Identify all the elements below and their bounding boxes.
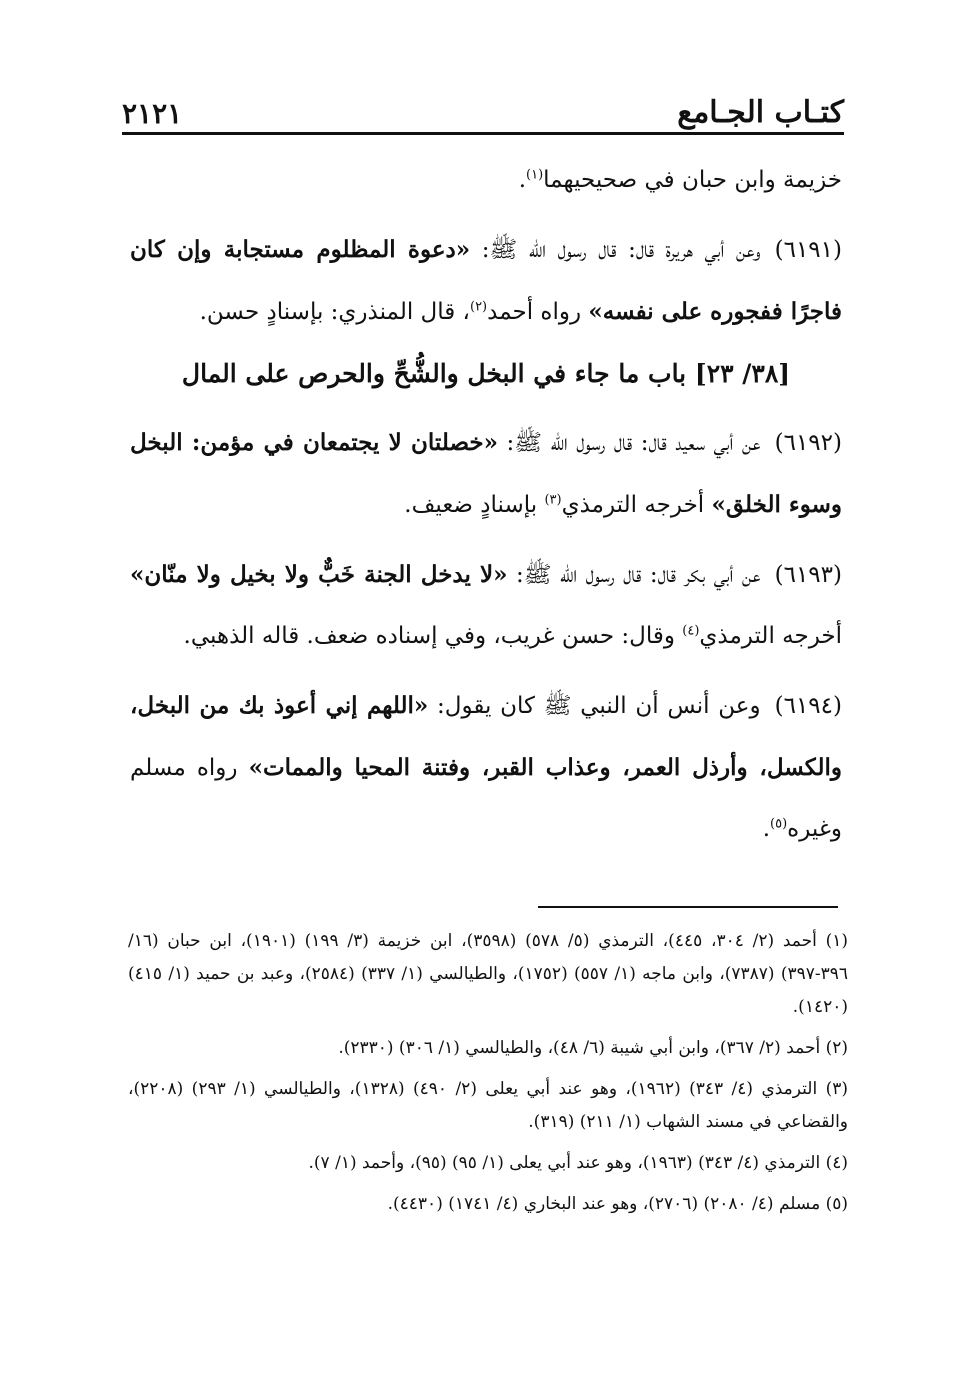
footnote-divider — [538, 906, 838, 908]
hadith-6191 — [130, 219, 842, 343]
footnote-ref-3: (٣) — [544, 492, 562, 508]
hadith-intro: عن أبي سعيد قال: قال رسول الله ﷺ: — [498, 430, 761, 456]
hadith-number: (٦١٩٤) — [774, 693, 842, 719]
footnote-2: (٢) أحمد (٢/ ٣٦٧)، وابن أبي شيبة (٦/ ٤٨)، والطيالسي (١/ ٣٠٦) (٢٣٣٠). — [338, 1038, 848, 1058]
hadith-number: (٦١٩٢) — [774, 430, 842, 456]
paragraph-end: . — [518, 167, 527, 193]
footnote-4: (٤) الترمذي (٤/ ٣٤٣) (١٩٦٣)، وهو عند أبي يعلى (١/ ٩٥) (٩٥)، وأحمد (١/ ٧). — [308, 1153, 848, 1173]
hadith-grading: وقال: حسن غريب، وفي إسناده ضعف. قاله الذهبي. — [183, 623, 683, 649]
footnote-ref-1: (١) — [526, 167, 544, 183]
continuation-paragraph — [130, 150, 842, 211]
hadith-grading: . — [762, 816, 771, 842]
hadith-quote: «لا يدخل الجنة خَبٌّ ولا بخيل ولا منّان» — [130, 561, 508, 588]
hadith-quote: «خصلتان لا يجتمعان في مؤمن: البخل وسوء الخلق» — [130, 429, 842, 518]
footnotes — [128, 925, 848, 1229]
footnote-5: (٥) مسلم (٤/ ٢٠٨٠) (٢٧٠٦)، وهو عند البخاري (٤/ ١٧٤١) (٤٤٣٠). — [387, 1194, 848, 1214]
hadith-6192 — [130, 412, 842, 536]
hadith-intro: عن أبي بكر قال: قال رسول الله ﷺ: — [507, 562, 761, 588]
main-text — [130, 150, 842, 860]
footnote-1: (١) أحمد (٢/ ٣٠٤، ٤٤٥)، الترمذي (٥/ ٥٧٨) (٣٥٩٨)، ابن خزيمة (٣/ ١٩٩) (١٩٠١)، ابن حبان (١٦/ ٣٩٦-٣٩٧) (٧٣٨٧)، وابن ماجه (١/ ٥٥٧) (١٧٥٢)، والطيالسي (١/ ٣٣٧) (٢٥٨٤)، وعبد بن حميد (١/ ٤١٥) (١٤٢٠). — [128, 931, 849, 1017]
chapter-heading: [٣٨/ ٢٣] باب ما جاء في البخل والشُّحِّ والحرص على المال — [181, 359, 791, 388]
hadith-6194 — [130, 675, 842, 860]
hadith-source: أخرجه الترمذي — [561, 492, 712, 518]
hadith-source: رواه مسلم وغيره — [130, 755, 842, 842]
hadith-source: رواه أحمد — [487, 299, 589, 325]
hadith-quote: «دعوة المظلوم مستجابة وإن كان فاجرًا ففجوره على نفسه» — [130, 236, 842, 325]
hadith-intro: وعن أنس أن النبي ﷺ كان يقول: — [428, 693, 761, 719]
hadith-6193 — [130, 544, 842, 667]
hadith-number: (٦١٩١) — [774, 237, 842, 263]
page-number: ٢١٢١ — [122, 97, 183, 130]
paragraph-text: خزيمة وابن حبان في صحيحيهما — [543, 167, 842, 193]
hadith-grading: ، قال المنذري: بإسنادٍ حسن. — [199, 299, 470, 325]
book-title: كتـاب الجـامع — [677, 95, 844, 130]
hadith-intro: وعن أبي هريرة قال: قال رسول الله ﷺ: — [470, 237, 761, 263]
footnote-ref-4: (٤) — [682, 623, 700, 639]
hadith-number: (٦١٩٣) — [774, 562, 842, 588]
page-header — [122, 92, 844, 135]
hadith-grading: بإسنادٍ ضعيف. — [404, 492, 545, 518]
hadith-source: أخرجه الترمذي — [699, 623, 842, 649]
footnote-ref-5: (٥) — [770, 816, 788, 832]
hadith-quote: «اللهم إني أعوذ بك من البخل، والكسل، وأرذل العمر، وعذاب القبر، وفتنة المحيا والممات» — [130, 692, 842, 781]
footnote-3: (٣) الترمذي (٤/ ٣٤٣) (١٩٦٢)، وهو عند أبي يعلى (٢/ ٤٩٠) (١٣٢٨)، والطيالسي (١/ ٢٩٣) (٢٢٠٨)، والقضاعي في مسند الشهاب (١/ ٢١١) (٣١٩). — [128, 1079, 849, 1132]
footnote-ref-2: (٢) — [469, 299, 488, 315]
